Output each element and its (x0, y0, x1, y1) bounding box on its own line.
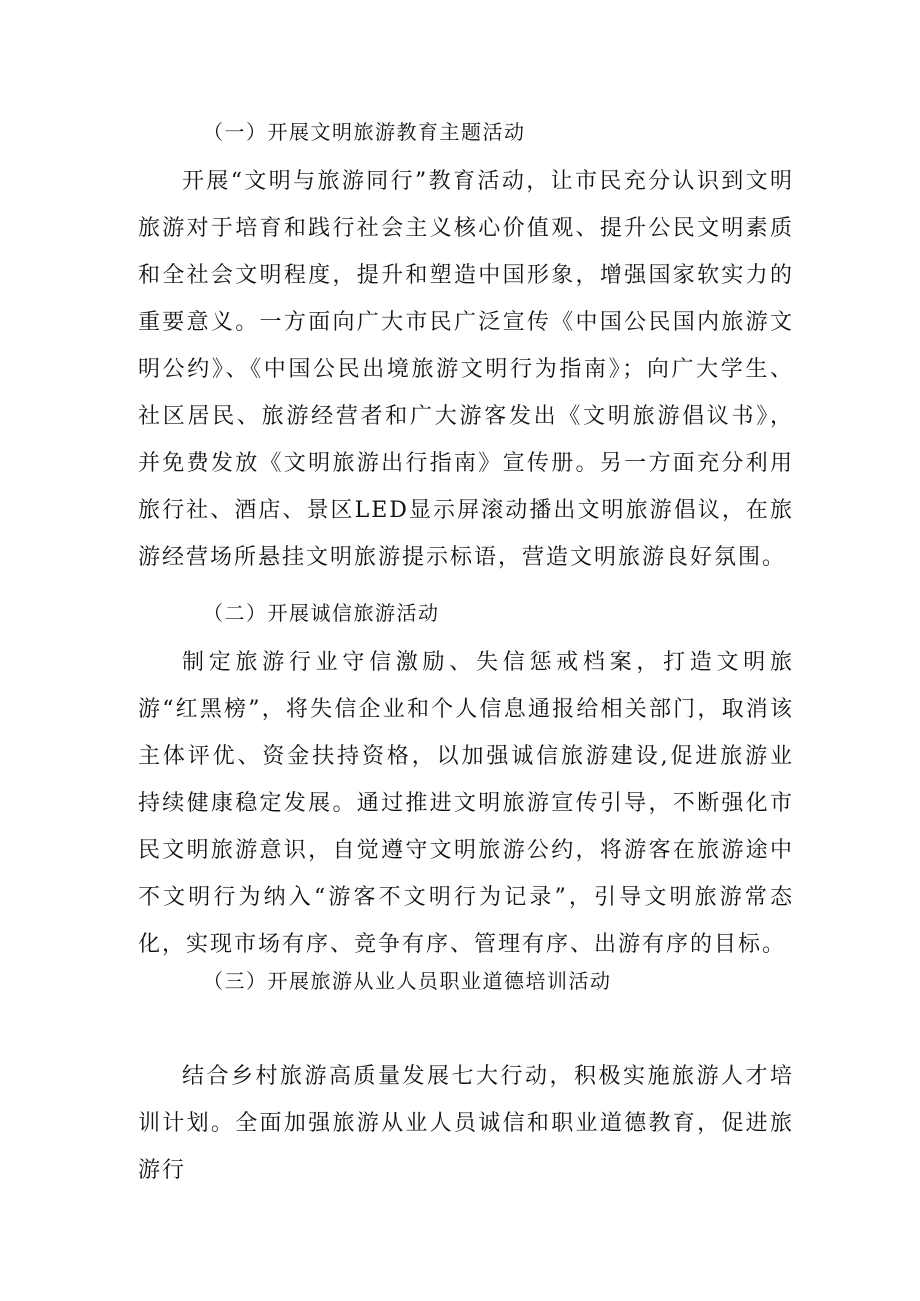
section-heading-1: （一）开展文明旅游教育主题活动 (203, 120, 526, 144)
section-heading-3: （三）开展旅游从业人员职业道德培训活动 (203, 969, 612, 993)
section-paragraph-3: 结合乡村旅游高质量发展七大行动，积极实施旅游人才培训计划。全面加强旅游从业人员诚信和职业道德教育，促进旅游行 (138, 1064, 794, 1183)
section-paragraph-1: 开展“文明与旅游同行”教育活动，让市民充分认识到文明旅游对于培育和践行社会主义核心价值观、提升公民文明素质和全社会文明程度，提升和塑造中国形象，增强国家软实力的重要意义。一方面向广大市民广泛宣传《中国公民国内旅游文明公约》、《中国公民出境旅游文明行为指南》；向广大学生、社区居民、旅游经营者和广大游客发出《文明旅游倡议书》，并免费发放《文明旅游出行指南》宣传册。另一方面充分利用旅行社、酒店、景区LED显示屏滚动播出文明旅游倡议，在旅游经营场所悬挂文明旅游提示标语，营造文明旅游良好氛围。 (138, 169, 794, 570)
section-paragraph-2: 制定旅游行业守信激励、失信惩戒档案，打造文明旅游“红黑榜”，将失信企业和个人信息通报给相关部门，取消该主体评优、资金扶持资格，以加强诚信旅游建设,促进旅游业持续健康稳定发展。通过推进文明旅游宣传引导，不断强化市民文明旅游意识，自觉遵守文明旅游公约，将游客在旅游途中不文明行为纳入“游客不文明行为记录”，引导文明旅游常态化，实现市场有序、竞争有序、管理有序、出游有序的目标。 (138, 650, 794, 957)
section-heading-2: （二）开展诚信旅游活动 (203, 601, 440, 625)
